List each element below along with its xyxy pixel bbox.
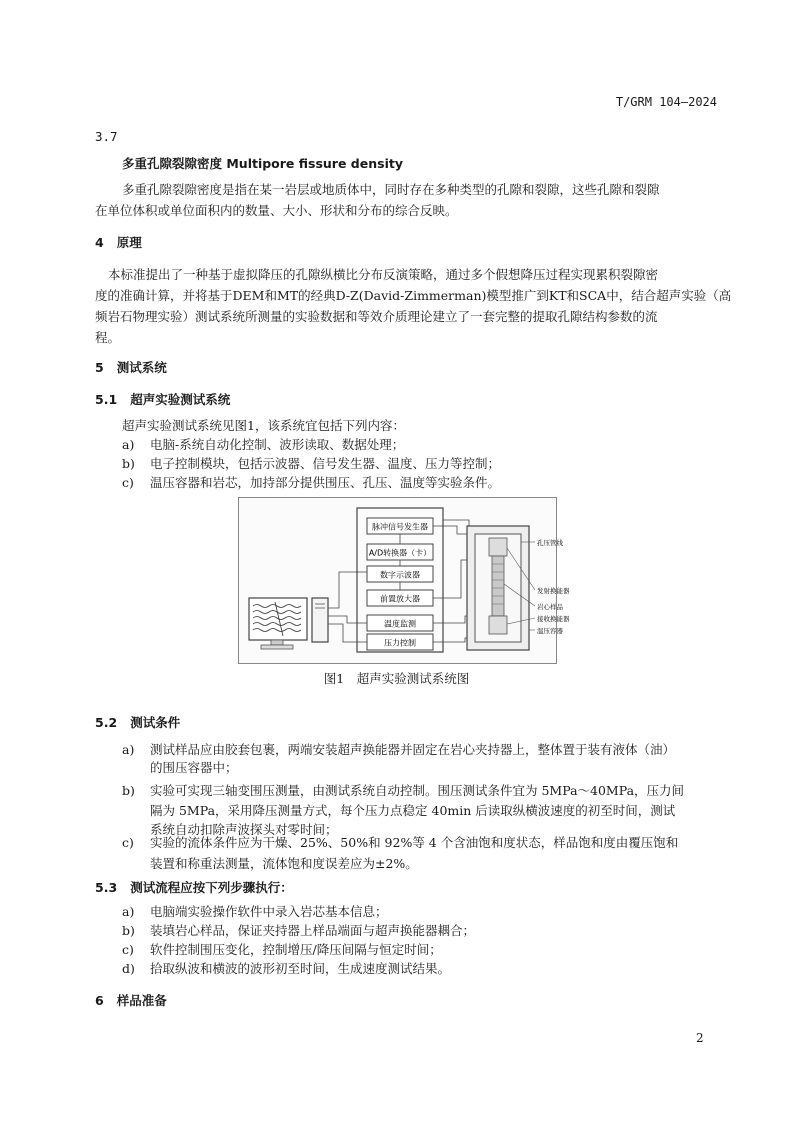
section-5-3-number: 5.3 [95, 880, 118, 895]
section-5-2-number: 5.2 [95, 715, 118, 730]
list-item-label: a) [122, 742, 135, 757]
section-4-title: 原理 [116, 235, 142, 250]
section-4-number: 4 [95, 235, 104, 250]
standard-number-header: T/GRM 104—2024 [615, 95, 717, 109]
list-item-text: 装填岩心样品，保证夹持器上样品端面与超声换能器耦合； [150, 923, 476, 938]
monitor-stand-icon [271, 640, 283, 645]
module-pressure-control: 压力控制 [384, 638, 416, 648]
term-definition-line-1: 多重孔隙裂隙密度是指在某一岩层或地质体中，同时存在多种类型的孔隙和裂隙，这些孔隙和裂隙 [122, 182, 660, 197]
condition-c-line-2: 装置和称重法测量，流体饱和度误差应为±2%。 [150, 856, 418, 871]
term-title: 多重孔隙裂隙密度 Multipore fissure density [122, 156, 403, 171]
section-5-heading [95, 359, 167, 377]
system-intro: 超声实验测试系统见图1，该系统宜包括下列内容： [122, 418, 405, 433]
section-5-1-heading [95, 391, 230, 409]
section-5-3-heading [95, 879, 293, 897]
section-6-title: 样品准备 [116, 993, 167, 1008]
list-item-label: b) [122, 783, 135, 798]
keyboard-icon [261, 645, 293, 649]
core-sample-icon [492, 556, 504, 616]
section-5-2-title: 测试条件 [130, 715, 181, 730]
list-item-label: b) [122, 456, 135, 471]
module-preamplifier: 前置放大器 [380, 594, 420, 604]
condition-b-line-3: 系统自动扣除声波探头对零时间； [150, 822, 338, 837]
module-temperature-monitor: 温度监测 [384, 619, 416, 629]
label-core-sample: 岩心样品 [537, 603, 563, 611]
principle-line-3: 频岩石物理实验）测试系统所测量的实验数据和等效介质理论建立了一套完整的提取孔隙结构参数的流 [95, 309, 658, 324]
system-diagram-svg [239, 498, 570, 663]
list-item-label: a) [122, 904, 135, 919]
section-4-heading [95, 234, 142, 252]
section-6-heading [95, 992, 167, 1010]
list-item-label: c) [122, 475, 134, 490]
page-number: 2 [696, 1031, 704, 1045]
figure-caption: 图1 超声实验测试系统图 [323, 671, 470, 686]
label-transmitter: 发射换能器 [537, 587, 570, 595]
condition-c-line-1: 实验的流体条件应为干燥、25%、50%和 92%等 4 个含油饱和度状态，样品饱和度由覆压饱和 [150, 835, 679, 850]
list-item-label: c) [122, 942, 134, 957]
list-item-label: b) [122, 923, 135, 938]
system-diagram-figure [238, 497, 570, 664]
receiver-transducer-icon [489, 616, 507, 634]
term-definition-line-2: 在单位体积或单位面积内的数量、大小、形状和分布的综合反映。 [95, 203, 458, 218]
list-item-text: 电脑端实验操作软件中录入岩芯基本信息； [150, 904, 388, 919]
module-oscilloscope: 数字示波器 [380, 570, 420, 580]
section-5-3-title: 测试流程应按下列步骤执行： [130, 880, 293, 895]
list-item-text: 温压容器和岩芯，加持部分提供围压、孔压、温度等实验条件。 [150, 475, 501, 490]
list-item-text: 软件控制围压变化，控制增压/降压间隔与恒定时间； [150, 942, 442, 957]
list-item-label: d) [122, 961, 135, 976]
condition-a-line-1: 测试样品应由胶套包裹，两端安装超声换能器并固定在岩心夹持器上，整体置于装有液体（油） [150, 742, 676, 757]
list-item-text: 电脑-系统自动化控制、波形读取、数据处理； [150, 437, 405, 452]
condition-b-line-2: 隔为 5MPa，采用降压测量方式，每个压力点稳定 40min 后读取纵横波速度的初至时间，测试 [150, 803, 676, 818]
section-3-7-number: 3.7 [95, 129, 118, 144]
section-5-1-number: 5.1 [95, 392, 118, 407]
section-6-number: 6 [95, 993, 104, 1008]
list-item-label: c) [122, 835, 134, 850]
label-pore-pressure-line: 孔压管线 [537, 539, 563, 547]
section-5-title: 测试系统 [116, 360, 167, 375]
computer-tower-icon [312, 598, 328, 642]
list-item-text: 电子控制模块，包括示波器、信号发生器、温度、压力等控制； [150, 456, 501, 471]
list-item-text: 拾取纵波和横波的波形初至时间，生成速度测试结果。 [150, 961, 451, 976]
condition-a-line-2: 的围压容器中； [150, 760, 238, 775]
principle-line-4: 程。 [95, 330, 121, 345]
condition-b-line-1: 实验可实现三轴变围压测量，由测试系统自动控制。围压测试条件宜为 5MPa～40MPa，压力间 [150, 783, 685, 798]
module-ad-converter: A/D转换器（卡） [368, 548, 432, 558]
section-5-2-heading [95, 714, 180, 732]
principle-line-1: 本标准提出了一种基于虚拟降压的孔隙纵横比分布反演策略，通过多个假想降压过程实现累积裂隙密 [108, 267, 659, 282]
list-item-label: a) [122, 437, 135, 452]
section-5-number: 5 [95, 360, 104, 375]
module-pulse-generator: 脉冲信号发生器 [372, 522, 428, 532]
section-5-1-title: 超声实验测试系统 [130, 392, 231, 407]
label-pressure-vessel: 温压容器 [537, 627, 563, 635]
transmitter-transducer-icon [489, 538, 507, 556]
label-receiver: 接收换能器 [537, 615, 570, 623]
principle-line-2: 度的准确计算，并将基于DEM和MT的经典D-Z(David-Zimmerman)模型推广到KT和SCA中，结合超声实验（高 [95, 288, 732, 303]
